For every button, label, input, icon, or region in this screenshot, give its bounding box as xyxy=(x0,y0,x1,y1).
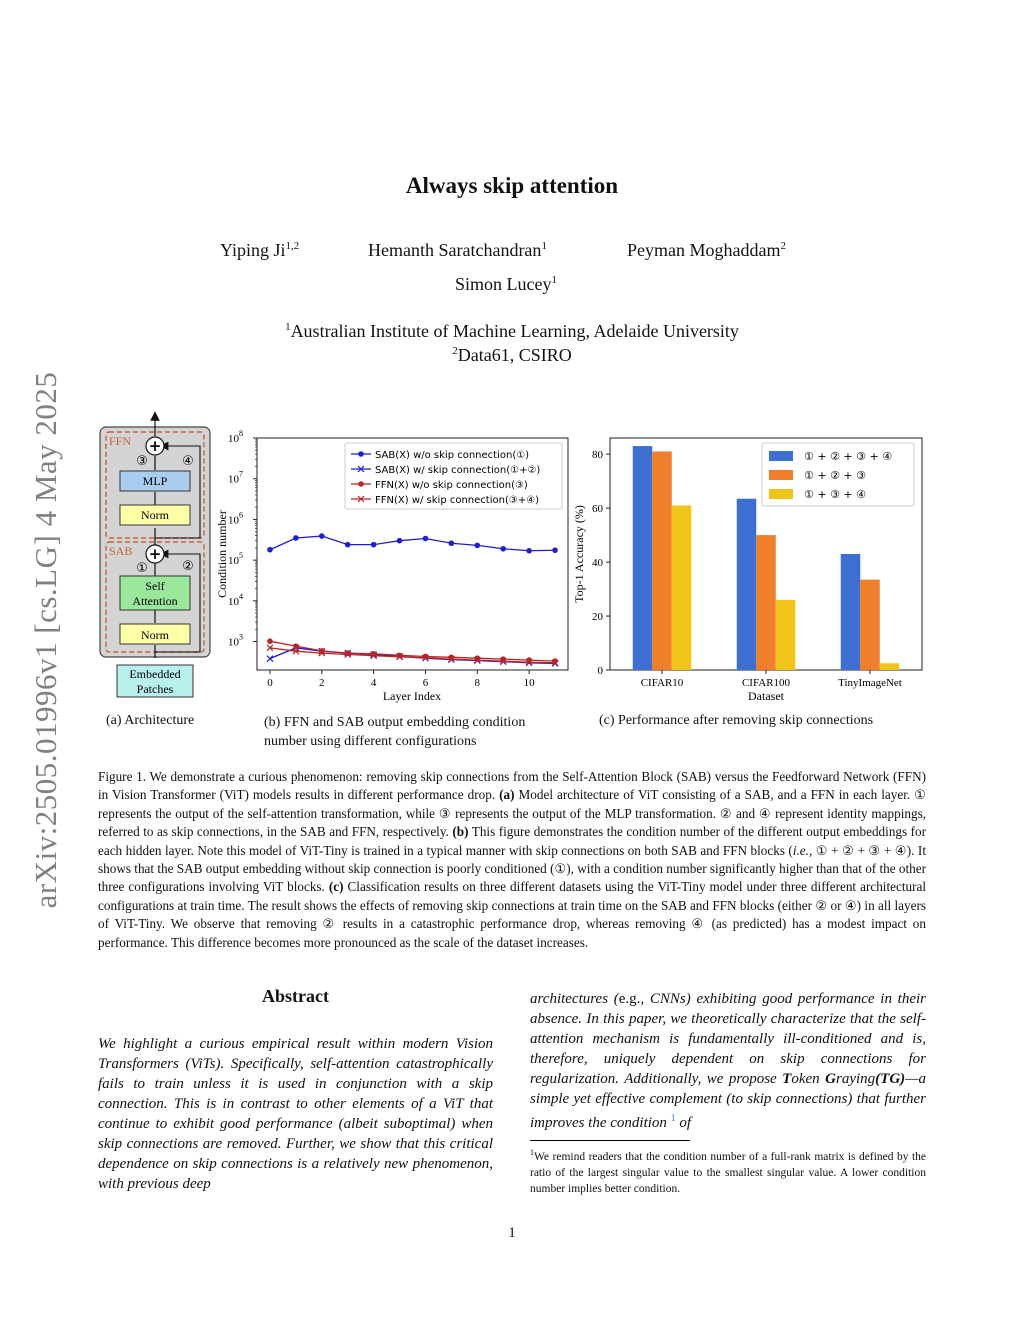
legend-entry: SAB(X) w/ skip connection(①+②) xyxy=(375,465,541,476)
x-tick-label: CIFAR10 xyxy=(640,677,684,689)
caption-b: (b) FFN and SAB output embedding condition number using different configurations xyxy=(264,715,526,749)
bar xyxy=(672,505,692,670)
x-tick-label: TinyImageNet xyxy=(838,677,902,689)
accuracy-bar-chart xyxy=(572,425,930,710)
arxiv-stamp: arXiv:2505.01996v1 [cs.LG] 4 May 2025 xyxy=(28,371,63,909)
author: Yiping Ji$^{1,2}$ xyxy=(220,240,300,260)
data-point xyxy=(526,548,532,554)
bar xyxy=(880,663,900,670)
data-point xyxy=(449,540,455,546)
y-tick-label: 80 xyxy=(592,449,603,462)
author: Hemanth Saratchandran$^1$ xyxy=(368,240,547,260)
svg-text:Attention: Attention xyxy=(132,594,178,608)
page-number: 1 xyxy=(508,1225,516,1241)
x-tick-label: 6 xyxy=(422,677,429,689)
y-tick-label: $10^5$ xyxy=(228,551,243,568)
marker-2: ② xyxy=(182,559,194,574)
x-tick-label: 2 xyxy=(319,677,325,689)
bar xyxy=(776,600,796,670)
y-axis-label: Top-1 Accuracy (%) xyxy=(572,505,586,603)
marker-4: ④ xyxy=(182,454,194,469)
svg-text:Patches: Patches xyxy=(136,682,174,696)
bar xyxy=(756,535,776,670)
bar xyxy=(737,499,757,670)
data-point xyxy=(397,538,403,544)
y-axis-label: Condition number xyxy=(215,510,229,598)
figure-caption: Figure 1. We demonstrate a curious phenomenon: removing skip connections from the Self-Attention Block (SAB) versus the Feedforward Network (FFN) in Vision Transformer (ViT) models results in different performance drop. (a) Model architecture of ViT consisting of a SAB, and a FFN in each layer. ① represents the output of the self-attention transformation, while ③ represents the output of the MLP transformation. ② and ④ represent identity mappings, referred to as skip connections, in the SAB and FFN, respectively. (b) This figure demonstrates the condition number of the different output embeddings for each hidden layer. Note this model of ViT-Tiny is trained in a typical manner with skip connections on both SAB and FFN blocks (i.e., ① + ② + ③ + ④). It shows that the SAB output embedding without skip connection is poorly conditioned (①), with a condition number significantly higher than that of the other three configurations involving ViT blocks. (c) Classification results on three different datasets using the ViT-Tiny model under three different architectural configurations at train time. The result shows the effects of removing skip connections at train time on the SAB and FFN blocks (either ② or ④) in all layers of ViT-Tiny. We observe that removing ② results in a catastrophic performance drop, whereas removing ④ (as predicted) has a modest impact on performance. This difference becomes more pronounced as the scale of the dataset increases. xyxy=(98,769,927,950)
svg-text:+: + xyxy=(148,545,162,563)
x-tick-label: 10 xyxy=(523,677,535,689)
data-point xyxy=(319,533,325,539)
data-point xyxy=(345,542,351,548)
svg-text:Embedded: Embedded xyxy=(129,667,181,681)
paper-title: Always skip attention xyxy=(405,173,619,198)
x-tick-label: 4 xyxy=(370,677,377,689)
data-point xyxy=(267,547,273,553)
legend-swatch xyxy=(769,489,793,499)
footnote-rule xyxy=(530,1140,690,1141)
footnote: $^1$We remind readers that the condition number of a full-rank matrix is defined by the ratio of the largest singular value to the smallest singular value. A lower condition number implies better condition. xyxy=(530,1148,926,1195)
legend-entry: SAB(X) w/o skip connection(①) xyxy=(375,450,530,461)
data-point xyxy=(293,535,299,541)
x-tick-label: CIFAR100 xyxy=(741,677,791,689)
y-tick-label: $10^3$ xyxy=(228,632,243,649)
x-tick-label: 0 xyxy=(267,677,273,689)
bar xyxy=(860,580,880,670)
architecture-diagram xyxy=(96,410,218,700)
y-tick-label: $10^6$ xyxy=(228,510,243,527)
data-point xyxy=(474,543,480,549)
ffn-label: FFN xyxy=(109,434,132,448)
legend-entry: FFN(X) w/o skip connection(③) xyxy=(375,480,528,491)
svg-text:MLP: MLP xyxy=(142,474,168,488)
svg-text:Norm: Norm xyxy=(141,628,169,642)
y-tick-label: $10^7$ xyxy=(228,469,243,486)
y-tick-label: 0 xyxy=(597,665,603,677)
x-axis-label: Layer Index xyxy=(382,689,442,703)
author: Peyman Moghaddam$^2$ xyxy=(627,240,786,260)
data-point xyxy=(293,643,299,649)
legend-entry: ① + ② + ③ xyxy=(804,469,867,482)
svg-text:Self: Self xyxy=(145,579,165,593)
data-point xyxy=(371,542,377,548)
affiliation: $^2$Data61, CSIRO xyxy=(452,345,572,365)
data-point xyxy=(552,547,558,553)
y-tick-label: 60 xyxy=(592,503,603,516)
x-axis-label: Dataset xyxy=(748,689,784,703)
bar xyxy=(633,446,653,670)
y-tick-label: $10^8$ xyxy=(228,429,243,445)
bar xyxy=(841,554,861,670)
bar xyxy=(652,451,672,670)
y-tick-label: $10^4$ xyxy=(228,591,243,608)
footnote-link[interactable]: 1 xyxy=(670,1113,676,1124)
abstract-text-right: architectures (e.g., CNNs) exhibiting good performance in their absence. In this paper, we theoretically characterize that the self-attention mechanism is fundamentally ill-conditioned and is, therefore, uniquely dependent on skip connections for regularization. Additionally, we propose Token Graying(TG)—a simple yet effective complement (to skip connections) that further improves the condition $^1$ of xyxy=(530,991,927,1131)
legend-entry: ① + ③ + ④ xyxy=(804,488,867,501)
svg-text:Norm: Norm xyxy=(141,508,169,522)
caption-a: (a) Architecture xyxy=(106,713,195,728)
condition-number-chart xyxy=(212,425,577,710)
data-point xyxy=(500,546,506,552)
legend-swatch xyxy=(769,451,793,461)
marker-1: ① xyxy=(136,561,148,576)
svg-text:+: + xyxy=(148,437,162,455)
legend-entry: ① + ② + ③ + ④ xyxy=(804,450,893,463)
sab-label: SAB xyxy=(109,544,133,558)
legend-entry: FFN(X) w/ skip connection(③+④) xyxy=(375,495,540,506)
abstract-text-left: We highlight a curious empirical result within modern Vision Transformers (ViTs). Specifically, self-attention catastrophically fails to train unless it is used in conjunction with a skip connection. This is in contrast to other elements of a ViT that continue to exhibit good performance (albeit suboptimal) when skip connections are removed. Further, we show that this critical dependence on skip connections is a relatively new phenomenon, with previous deep xyxy=(98,1036,493,1192)
y-tick-label: 20 xyxy=(592,611,603,624)
y-tick-label: 40 xyxy=(592,557,603,570)
data-point xyxy=(423,536,429,542)
abstract-heading: Abstract xyxy=(262,986,329,1006)
legend-swatch xyxy=(769,470,793,480)
marker-3: ③ xyxy=(136,454,148,469)
affiliation: $^1$Australian Institute of Machine Learning, Adelaide University xyxy=(285,321,739,341)
data-point xyxy=(267,638,273,644)
x-tick-label: 8 xyxy=(474,677,481,689)
caption-c: (c) Performance after removing skip connections xyxy=(599,713,874,728)
author: Simon Lucey$^1$ xyxy=(455,274,557,294)
